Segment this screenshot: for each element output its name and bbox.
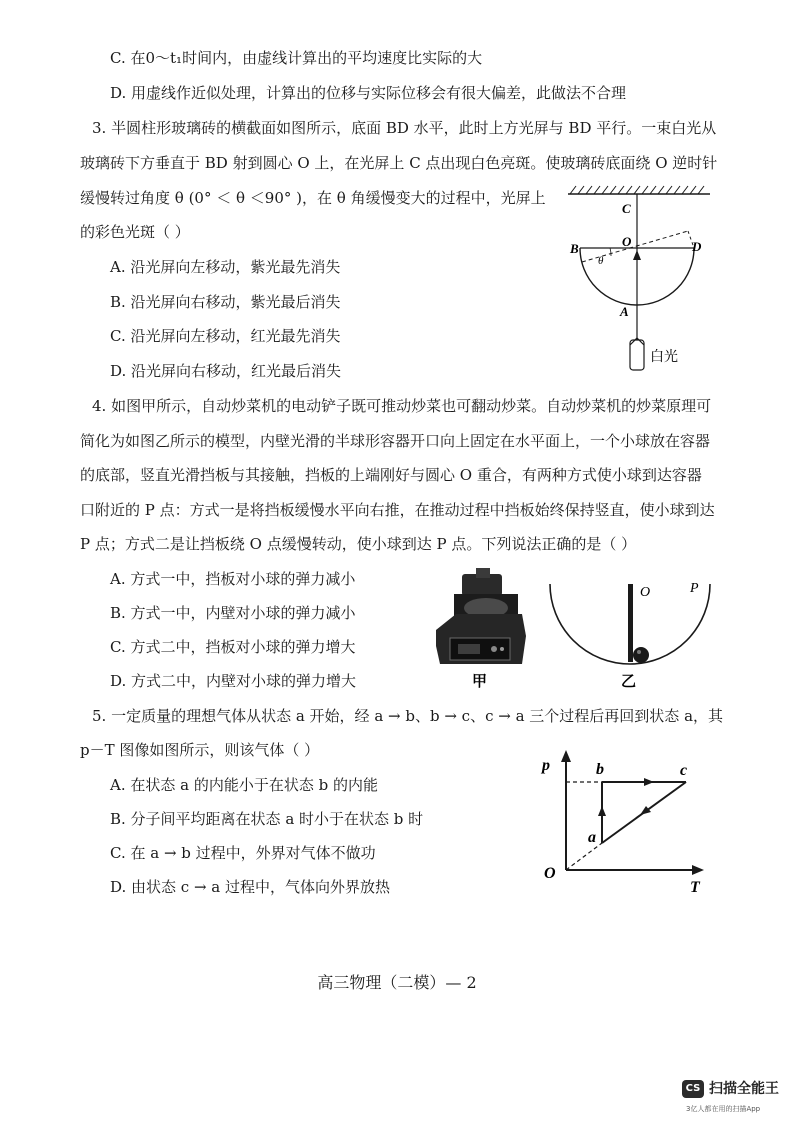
q4-stem-line1: 4. 如图甲所示，自动炒菜机的电动铲子既可推动炒菜也可翻动炒菜。自动炒菜机的炒菜原理可	[92, 397, 712, 415]
q3-stem-line1: 3. 半圆柱形玻璃砖的横截面如图所示，底面 BD 水平，此时上方光屏与 BD 平行。一束白光从	[92, 119, 717, 137]
q4-option-a: A. 方式一中，挡板对小球的弹力减小	[110, 570, 356, 588]
q4-label-jia: 甲	[472, 674, 488, 690]
q3-option-c: C. 沿光屏向左移动，红光最先消失	[110, 327, 341, 345]
q5-label-b: b	[596, 761, 604, 778]
q4-stem-line5: P 点；方式二是让挡板绕 O 点缓慢转动，使小球到达 P 点。下列说法正确的是（ ）	[80, 535, 637, 553]
q5-option-a: A. 在状态 a 的内能小于在状态 b 的内能	[110, 776, 378, 794]
q5-label-c: c	[680, 762, 688, 779]
scanner-brand: 扫描全能王	[709, 1081, 779, 1097]
q3-label-b: B	[570, 241, 579, 256]
q4-label-p: P	[690, 581, 699, 596]
q3-label-o: O	[622, 234, 632, 249]
q3-label-d: D	[692, 239, 702, 254]
q5-axis-p: p	[542, 757, 550, 774]
q3-option-a: A. 沿光屏向左移动，紫光最先消失	[110, 258, 341, 276]
scanner-logo-icon: CS	[682, 1080, 704, 1098]
q4-hemisphere-figure	[545, 576, 715, 690]
q3-stem-line4: 的彩色光斑（ ）	[80, 223, 190, 241]
q4-label-o: O	[640, 585, 651, 600]
q2-option-d: D. 用虚线作近似处理，计算出的位移与实际位移会有很大偏差，此做法不合理	[110, 84, 627, 102]
q3-stem-line3: 缓慢转过角度 θ (0° ＜ θ ＜90° )，在 θ 角缓慢变大的过程中，光屏上	[80, 189, 546, 207]
q4-cooking-machine-figure	[432, 566, 532, 690]
q4-label-yi: 乙	[621, 674, 637, 690]
page-footer: 高三物理（二模）— 2	[317, 973, 477, 992]
q3-label-a: A	[620, 304, 629, 319]
q3-glass-brick-figure	[560, 180, 720, 385]
q4-stem-line2: 简化为如图乙所示的模型，内壁光滑的半球形容器开口向上固定在水平面上，一个小球放在容器	[80, 432, 711, 450]
q5-option-d: D. 由状态 c → a 过程中，气体向外界放热	[110, 878, 391, 896]
q5-option-b: B. 分子间平均距离在状态 a 时小于在状态 b 时	[110, 810, 424, 828]
scanner-tagline: 3亿人都在用的扫描App	[686, 1105, 761, 1113]
q5-stem-line2: p－T 图像如图所示，则该气体（ ）	[80, 741, 320, 759]
q4-stem-line3: 的底部，竖直光滑挡板与其接触，挡板的上端刚好与圆心 O 重合，有两种方式使小球到达容器	[80, 466, 702, 484]
q3-label-c: C	[622, 201, 631, 216]
q4-option-d: D. 方式二中，内壁对小球的弹力增大	[110, 672, 357, 690]
q2-option-c: C. 在0～t₁时间内，由虚线计算出的平均速度比实际的大	[110, 49, 483, 67]
q3-stem-line2: 玻璃砖下方垂直于 BD 射到圆心 O 上，在光屏上 C 点出现白色亮斑。使玻璃砖底面绕 O 逆时针	[80, 154, 718, 172]
q4-option-b: B. 方式一中，内壁对小球的弹力减小	[110, 604, 356, 622]
q4-option-c: C. 方式二中，挡板对小球的弹力增大	[110, 638, 356, 656]
q5-option-c: C. 在 a → b 过程中，外界对气体不做功	[110, 844, 376, 862]
q3-label-theta: θ	[598, 255, 604, 267]
q5-axis-t: T	[690, 879, 700, 896]
q3-light-label: 白光	[650, 350, 678, 365]
q3-option-b: B. 沿光屏向右移动，紫光最后消失	[110, 293, 341, 311]
q3-option-d: D. 沿光屏向右移动，红光最后消失	[110, 362, 342, 380]
q5-origin: O	[544, 865, 556, 882]
q4-stem-line4: 口附近的 P 点：方式一是将挡板缓慢水平向右推，在推动过程中挡板始终保持竖直，使小球到达	[80, 501, 715, 519]
q5-pt-graph-figure	[536, 746, 716, 896]
q5-label-a: a	[588, 829, 596, 846]
q5-stem-line1: 5. 一定质量的理想气体从状态 a 开始，经 a → b、b → c、c → a 三个过程后再回到状态 a，其	[92, 707, 724, 725]
